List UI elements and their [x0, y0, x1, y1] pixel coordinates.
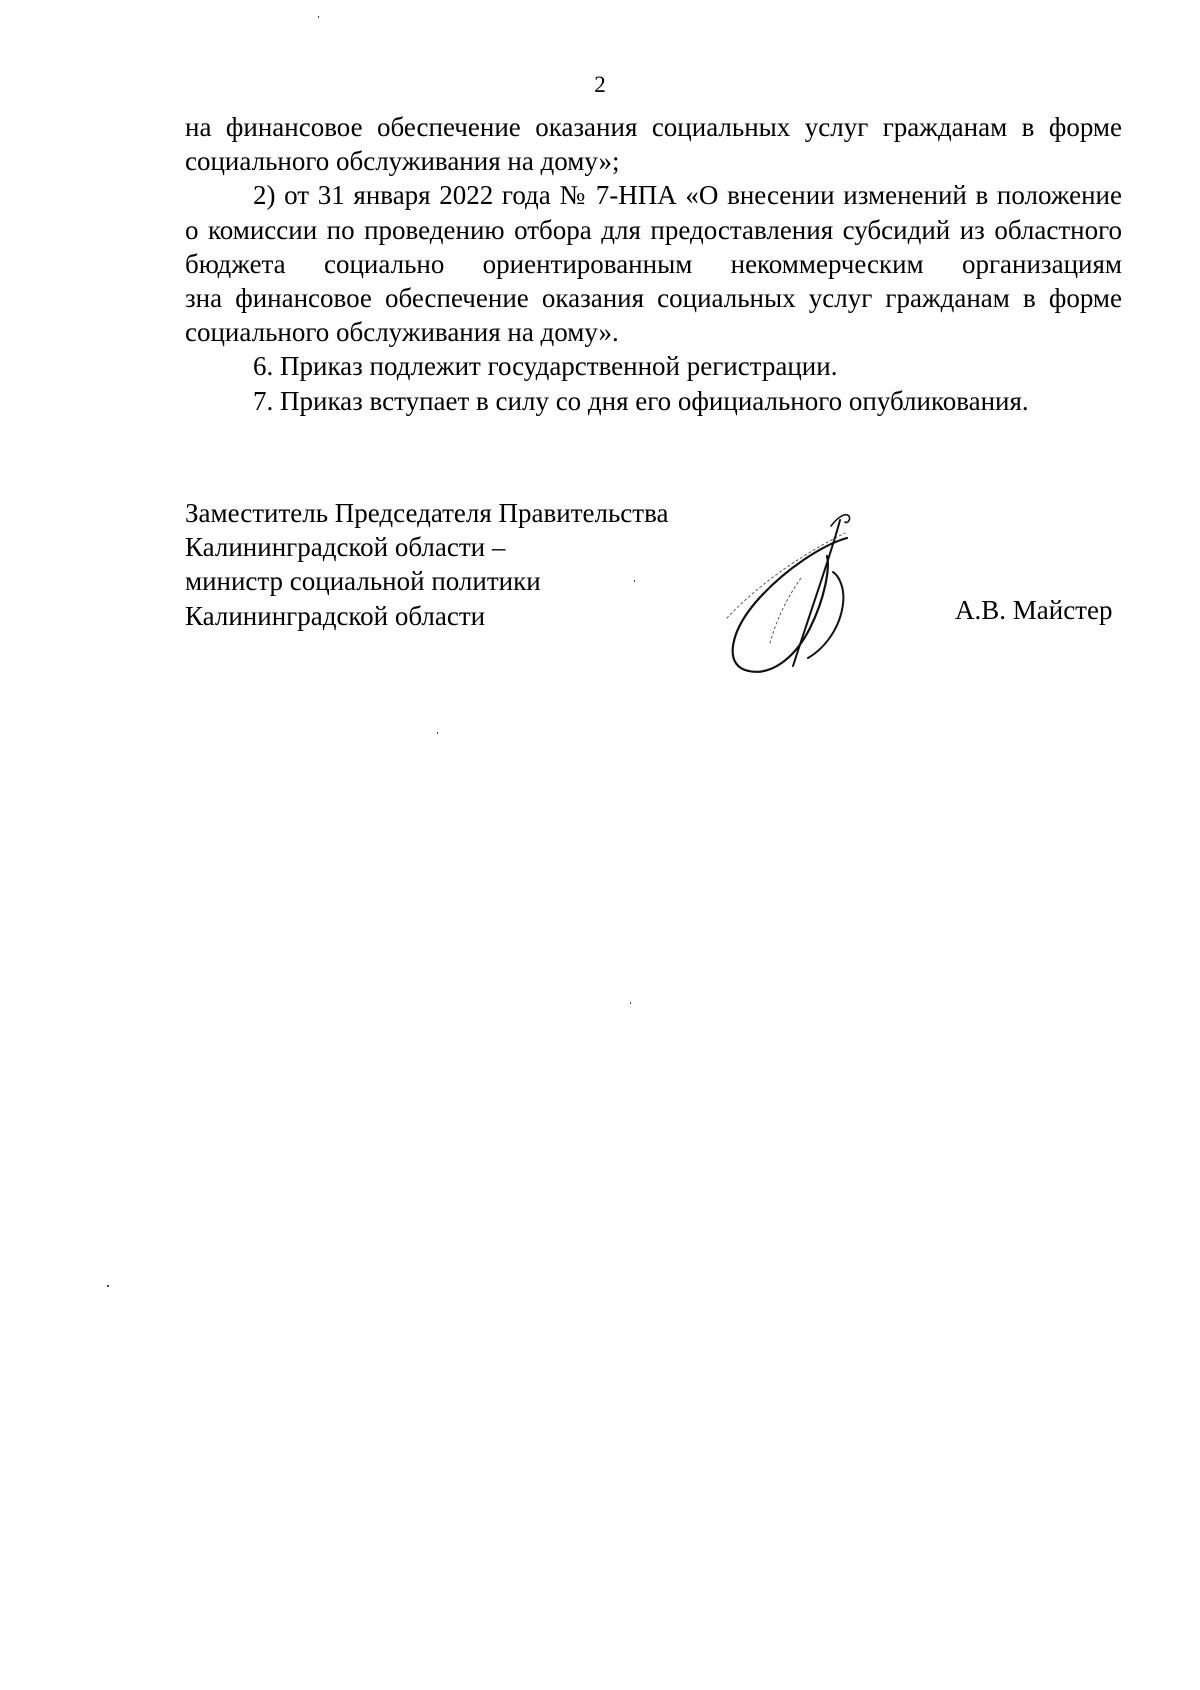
body-line: 7. Приказ вступает в силу со дня его официального опубликования. — [253, 385, 1029, 416]
document-body — [185, 110, 1122, 418]
signatory-position — [185, 496, 668, 633]
scan-speck — [318, 16, 319, 18]
signatory-position-line: Калининградской области — [185, 600, 486, 631]
signatory-position-line: министр социальной политики — [185, 566, 541, 597]
scan-speck — [437, 732, 438, 734]
body-line: 6. Приказ подлежит государственной регистрации. — [253, 351, 838, 382]
signatory-position-line: Калининградской области – — [185, 532, 506, 563]
scan-speck — [630, 1002, 631, 1004]
body-line: бюджета социально ориентированным некоммерческим организациям — [185, 248, 1122, 279]
body-line: зна финансовое обеспечение оказания социальных услуг гражданам в форме — [185, 282, 1122, 313]
page-number: 2 — [594, 72, 606, 97]
signatory-position-line: Заместитель Председателя Правительства — [185, 498, 669, 528]
scan-speck — [107, 1285, 109, 1287]
body-line: о комиссии по проведению отбора для предоставления субсидий из областного — [185, 214, 1122, 245]
body-line: 2) от 31 января 2022 года № 7-НПА «О внесении изменений в положение — [253, 180, 1122, 211]
handwritten-signature — [715, 508, 895, 678]
body-line: социального обслуживания на дому». — [185, 317, 619, 348]
scan-speck — [634, 580, 635, 582]
body-line: социального обслуживания на дому»; — [185, 146, 620, 177]
body-line: на финансовое обеспечение оказания социальных услуг гражданам в форме — [185, 112, 1122, 142]
signatory-name: А.В. Майстер — [955, 595, 1113, 625]
